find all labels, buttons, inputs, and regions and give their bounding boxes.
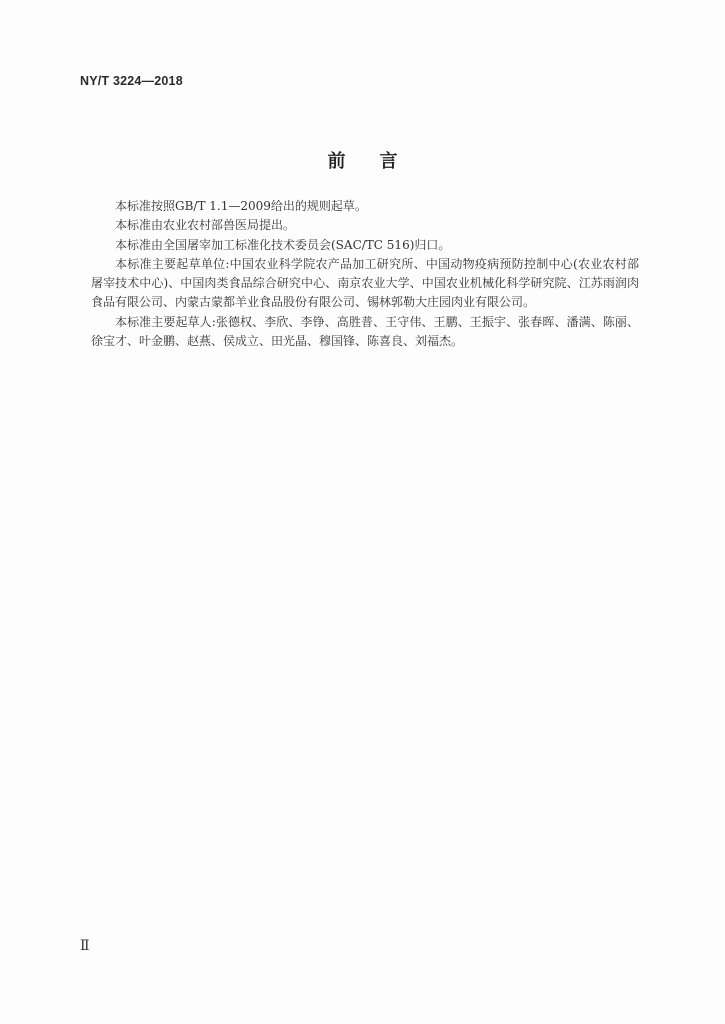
paragraph-drafting-rules: 本标准按照GB/T 1.1—2009给出的规则起草。 [115, 199, 367, 213]
page-number: Ⅱ [80, 938, 90, 954]
foreword-body [91, 197, 639, 351]
paragraph-drafting-units: 本标准主要起草单位:中国农业科学院农产品加工研究所、中国动物疫病预防控制中心(农业农村部屠宰技术中心)、中国肉类食品综合研究中心、南京农业大学、中国农业机械化科学研究院、江苏雨润肉食品有限公司、内蒙古蒙都羊业食品股份有限公司、锡林郭勒大庄园肉业有限公司。 [91, 256, 639, 310]
standard-code-header: NY/T 3224—2018 [80, 74, 183, 88]
paragraph-committee: 本标准由全国屠宰加工标准化技术委员会(SAC/TC 516)归口。 [115, 237, 451, 252]
page-title: 前言 [327, 151, 432, 172]
paragraph-proposer: 本标准由农业农村部兽医局提出。 [115, 218, 296, 233]
paragraph-drafters: 本标准主要起草人:张德权、李欣、李铮、高胜普、王守伟、王鹏、王振宇、张春晖、潘满、陈丽、徐宝才、叶金鹏、赵燕、侯成立、田光晶、穆国锋、陈喜良、刘福杰。 [91, 314, 639, 349]
